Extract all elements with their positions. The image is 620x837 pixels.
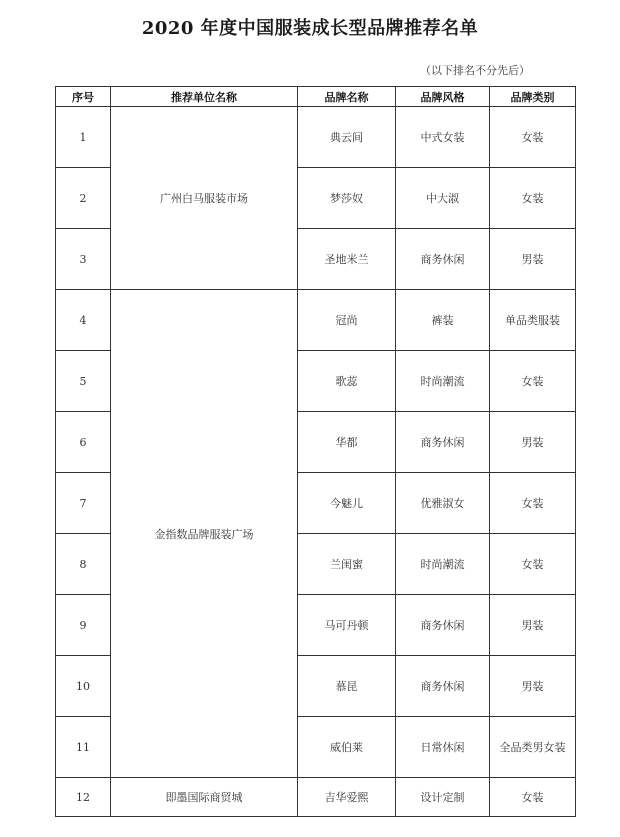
brand-name: 圣地米兰 [298,229,396,290]
brand-category: 男装 [490,595,576,656]
ranking-note: （以下排名不分先后） [420,64,530,77]
row-no: 1 [56,107,111,168]
brand-name: 冠尚 [298,290,396,351]
table-body [56,107,576,817]
brand-style: 时尚潮流 [396,534,490,595]
brand-category: 全品类男女装 [490,717,576,778]
row-no: 9 [56,595,111,656]
brand-style: 裤装 [396,290,490,351]
page-title: 2020 年度中国服装成长型品牌推荐名单 [141,18,479,39]
row-no: 10 [56,656,111,717]
brand-category: 男装 [490,229,576,290]
header-brand: 品牌名称 [298,87,396,107]
brand-name: 歌蕊 [298,351,396,412]
row-no: 11 [56,717,111,778]
brand-name: 今魅儿 [298,473,396,534]
brand-category: 女装 [490,473,576,534]
brand-style: 日常休闲 [396,717,490,778]
brand-style: 设计定制 [396,778,490,817]
header-unit: 推荐单位名称 [111,87,298,107]
recommending-unit: 金指数品牌服装广场 [111,290,298,778]
brand-category: 男装 [490,412,576,473]
header-no: 序号 [56,87,111,107]
recommending-unit: 广州白马服装市场 [111,107,298,290]
table-row [56,778,576,817]
header-category: 品牌类别 [490,87,576,107]
brand-category: 女装 [490,168,576,229]
row-no: 3 [56,229,111,290]
brand-style: 商务休闲 [396,412,490,473]
brand-name: 马可丹顿 [298,595,396,656]
brand-style: 商务休闲 [396,656,490,717]
brand-category: 男装 [490,656,576,717]
row-no: 4 [56,290,111,351]
row-no: 7 [56,473,111,534]
brand-category: 女装 [490,351,576,412]
brand-name: 兰闺蜜 [298,534,396,595]
brand-category: 单品类服装 [490,290,576,351]
brand-style: 时尚潮流 [396,351,490,412]
brand-table [55,86,576,817]
row-no: 6 [56,412,111,473]
row-no: 2 [56,168,111,229]
brand-name: 威伯莱 [298,717,396,778]
header-style: 品牌风格 [396,87,490,107]
table-row [56,107,576,168]
brand-style: 商务休闲 [396,229,490,290]
row-no: 5 [56,351,111,412]
brand-name: 慕昆 [298,656,396,717]
brand-category: 女装 [490,534,576,595]
brand-name: 典云间 [298,107,396,168]
brand-name: 梦莎奴 [298,168,396,229]
brand-style: 中式女装 [396,107,490,168]
brand-category: 女装 [490,778,576,817]
brand-style: 优雅淑女 [396,473,490,534]
row-no: 12 [56,778,111,817]
brand-style: 中大淑 [396,168,490,229]
row-no: 8 [56,534,111,595]
brand-category: 女装 [490,107,576,168]
table-row [56,290,576,351]
table-header-row [56,87,576,107]
brand-name: 吉华爱熙 [298,778,396,817]
recommending-unit: 即墨国际商贸城 [111,778,298,817]
brand-style: 商务休闲 [396,595,490,656]
brand-name: 华都 [298,412,396,473]
